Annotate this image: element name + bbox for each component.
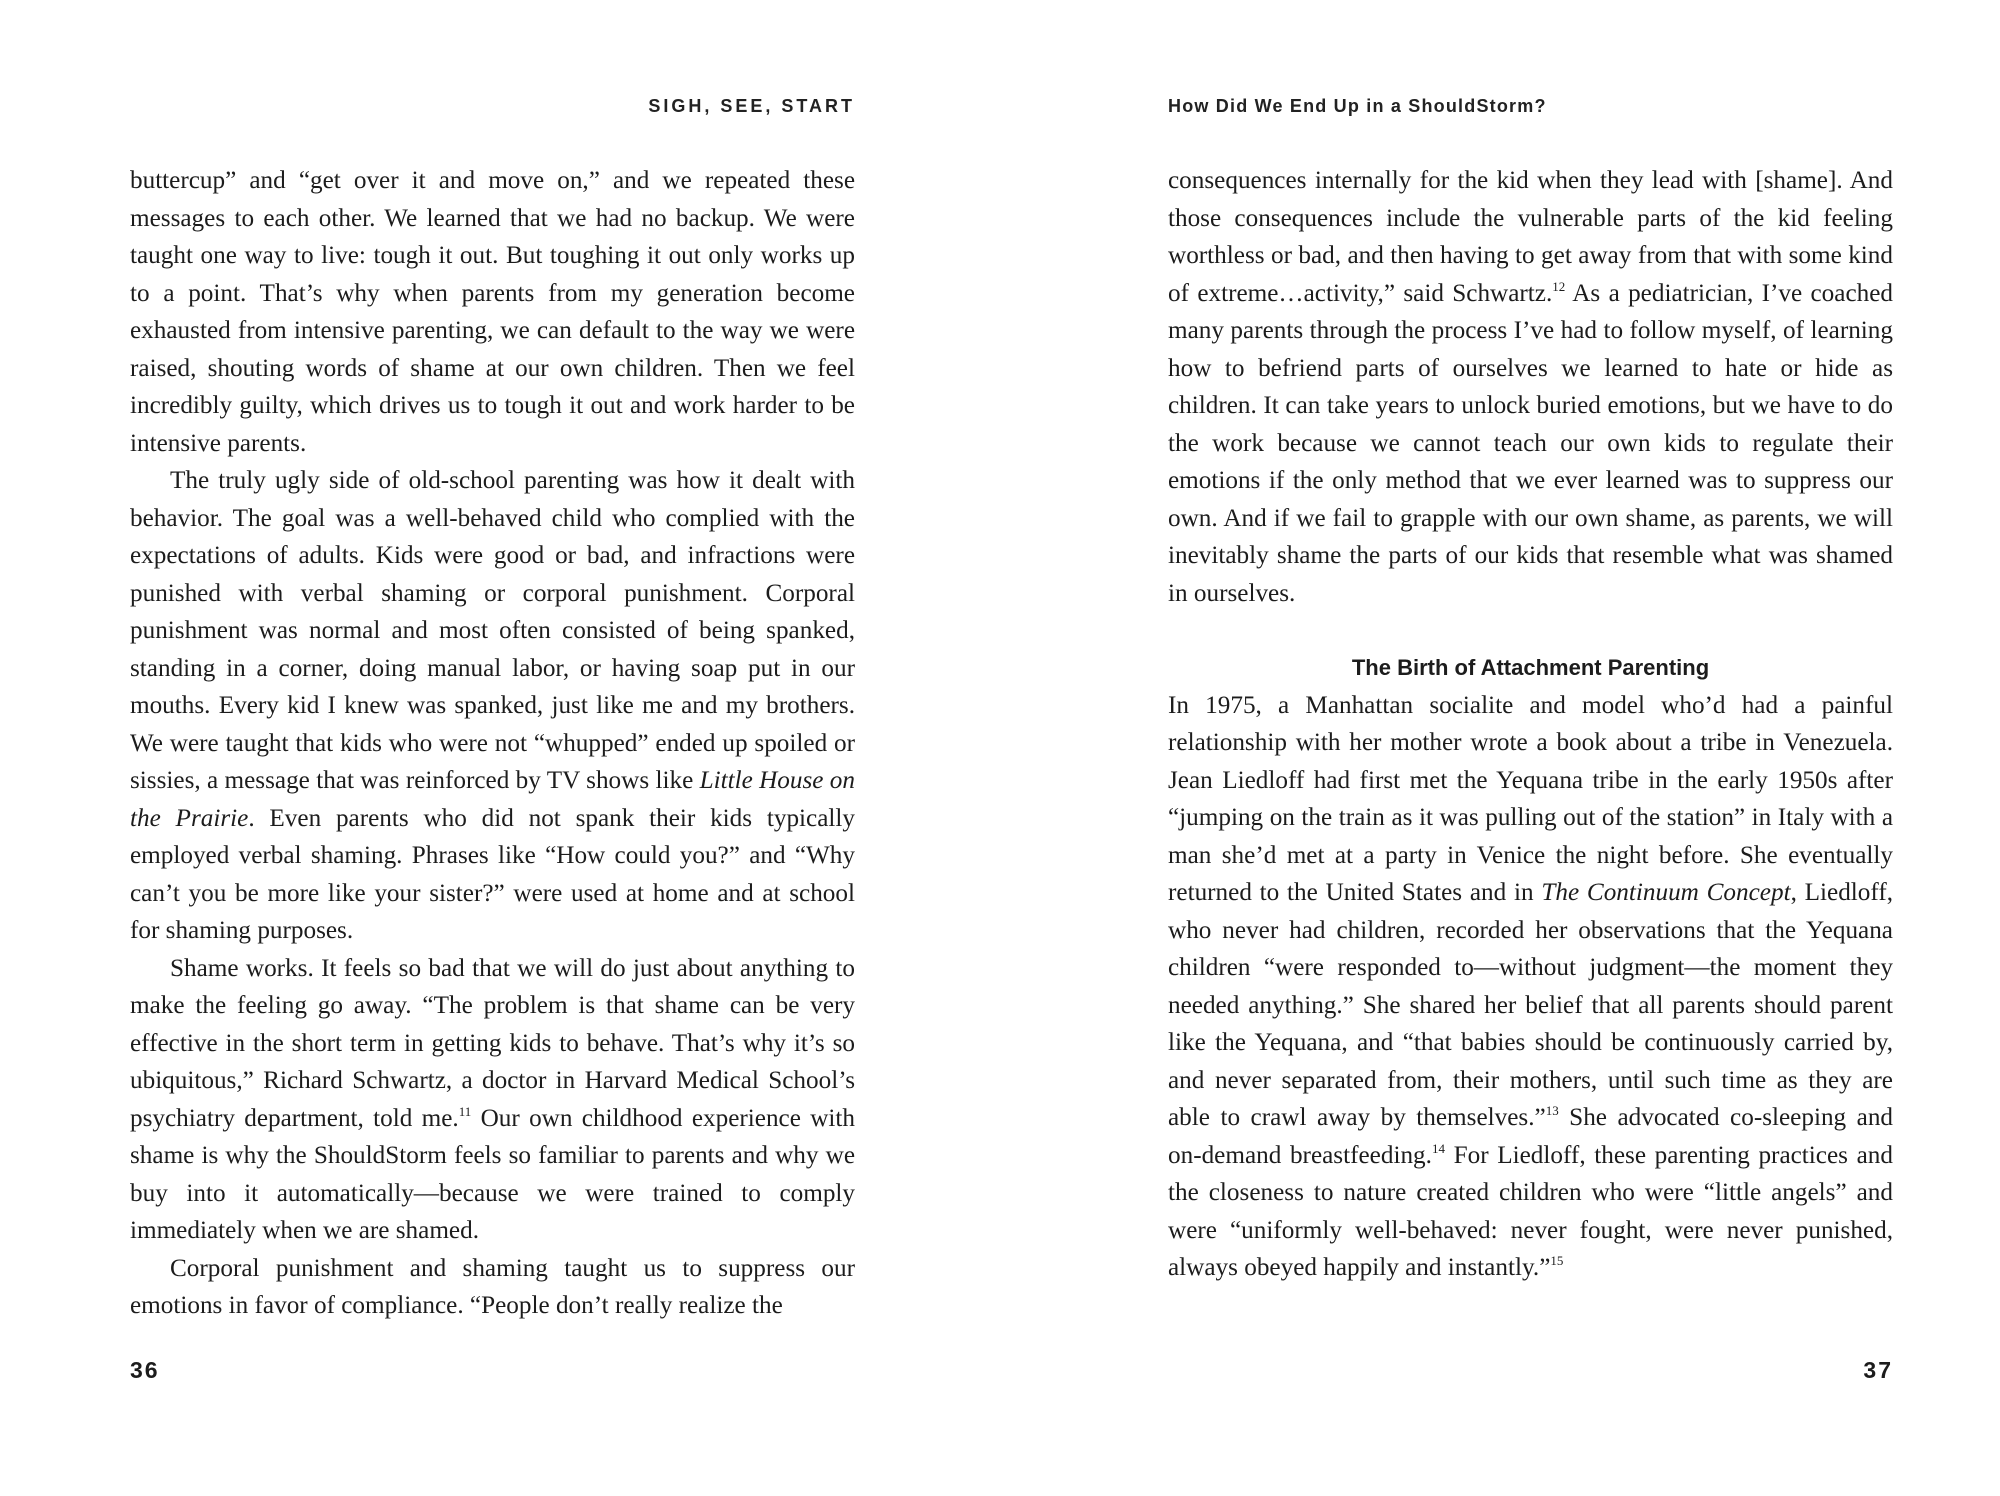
running-head-right: How Did We End Up in a ShouldStorm? — [1168, 96, 1547, 116]
paragraph — [130, 950, 855, 1250]
paragraph-text: Our own childhood experience with shame is why the ShouldStorm feels so familiar to parents and why we buy into it automatically—because we were trained to comply immediately when we are shamed. — [130, 1104, 855, 1244]
paragraph-text: , Liedloff, who never had children, recorded her observations that the Yequana children “were responded to—without judgment—the moment they needed anything.” She shared her belief that all parents should parent like the Yequana, and “that babies should be continuously carried by, and never separated from, their mothers, until such time as they are able to crawl away by themselves.” — [1168, 879, 1894, 1131]
paragraph — [130, 162, 855, 462]
paragraph — [130, 1250, 855, 1325]
paragraph-text: She advocated co-sleeping and on-demand breastfeeding. — [1168, 1104, 1894, 1169]
paragraph-text: For Liedloff, these parenting practices and the closeness to nature created children who were “little angels” and were “uniformly well-behaved: never fought, were never punished, always obeyed happily and instantly.” — [1168, 1141, 1893, 1281]
footnote-marker: 14 — [1431, 1140, 1445, 1156]
paragraph — [130, 462, 855, 950]
right-page — [1168, 0, 1893, 1496]
footnote-marker: 15 — [1550, 1253, 1564, 1268]
paragraph-text: consequences internally for the kid when they lead with [shame]. And those consequences include the vulnerable parts of the kid feeling worthless or bad, and then having to get away from that with some kind of extreme…activity,” said Schwartz. — [1168, 167, 1893, 307]
paragraph-text: buttercup” and “get over it and move on,” and we repeated these messages to each other. We learned that we had no backup. We were taught one way to live: tough it out. But toughing it out only works up to a point. That’s why when parents from my generation become exhausted from intensive parenting, we can default to the way we were raised, shouting words of shame at our own children. Then we feel incredibly guilty, which drives us to tough it out and work harder to be intensive parents. — [130, 167, 855, 457]
footnote-marker: 12 — [1552, 278, 1566, 294]
left-page — [130, 0, 855, 1496]
paragraph-text: As a pediatrician, I’ve coached many parents through the process I’ve had to follow myself, of learning how to befriend parts of ourselves we learned to hate or hide as children. It can take years to unlock buried emotions, but we have to do the work because we cannot teach our own kids to regulate their emotions if the only method that we ever learned was to suppress our own. And if we fail to grapple with our own shame, as parents, we will inevitably shame the parts of our kids that resemble what was shamed in ourselves. — [1168, 279, 1893, 607]
paragraph — [1168, 687, 1893, 1287]
right-page-body — [1168, 162, 1893, 1287]
page-number-left: 36 — [130, 1357, 160, 1383]
footnote-marker: 13 — [1545, 1103, 1559, 1118]
footnote-marker: 11 — [458, 1103, 472, 1119]
section-heading: The Birth of Attachment Parenting — [1351, 655, 1710, 680]
paragraph-text: . Even parents who did not spank their kids typically employed verbal shaming. Phrases like “How could you?” and “Why can’t you be more like your sister?” were used at home and at school for shaming purposes. — [130, 804, 855, 944]
book-title-italic: The Continuum Concept — [1541, 879, 1791, 906]
paragraph-text: Corporal punishment and shaming taught us to suppress our emotions in favor of compliance. “People don’t really realize the — [130, 1254, 855, 1319]
page-number-right: 37 — [1863, 1357, 1893, 1383]
left-page-body — [130, 162, 855, 1325]
paragraph-text: Shame works. It feels so bad that we will do just about anything to make the feeling go away. “The problem is that shame can be very effective in the short term in getting kids to behave. That’s why it’s so ubiquitous,” Richard Schwartz, a doctor in Harvard Medical School’s psychiatry department, told me. — [130, 954, 855, 1132]
running-head-left: SIGH, SEE, START — [648, 96, 855, 116]
book-title-italic: Little House on the Prairie — [130, 767, 855, 832]
paragraph-text: In 1975, a Manhattan socialite and model who’d had a painful relationship with her mother wrote a book about a tribe in Venezuela. Jean Liedloff had first met the Yequana tribe in the early 1950s after “jumping on the train as it was pulling out of the station” in Italy with a man she’d met at a party in Venice the night before. She eventually returned to the United States and in — [1168, 691, 1893, 906]
paragraph-text: The truly ugly side of old-school parenting was how it dealt with behavior. The goal was a well-behaved child who complied with the expectations of adults. Kids were good or bad, and infractions were punished with verbal shaming or corporal punishment. Corporal punishment was normal and most often consisted of being spanked, standing in a corner, doing manual labor, or having soap put in our mouths. Every kid I knew was spanked, just like me and my brothers. We were taught that kids who were not “whupped” ended up spoiled or sissies, a message that was reinforced by TV shows like — [130, 467, 855, 794]
paragraph — [1168, 162, 1893, 612]
